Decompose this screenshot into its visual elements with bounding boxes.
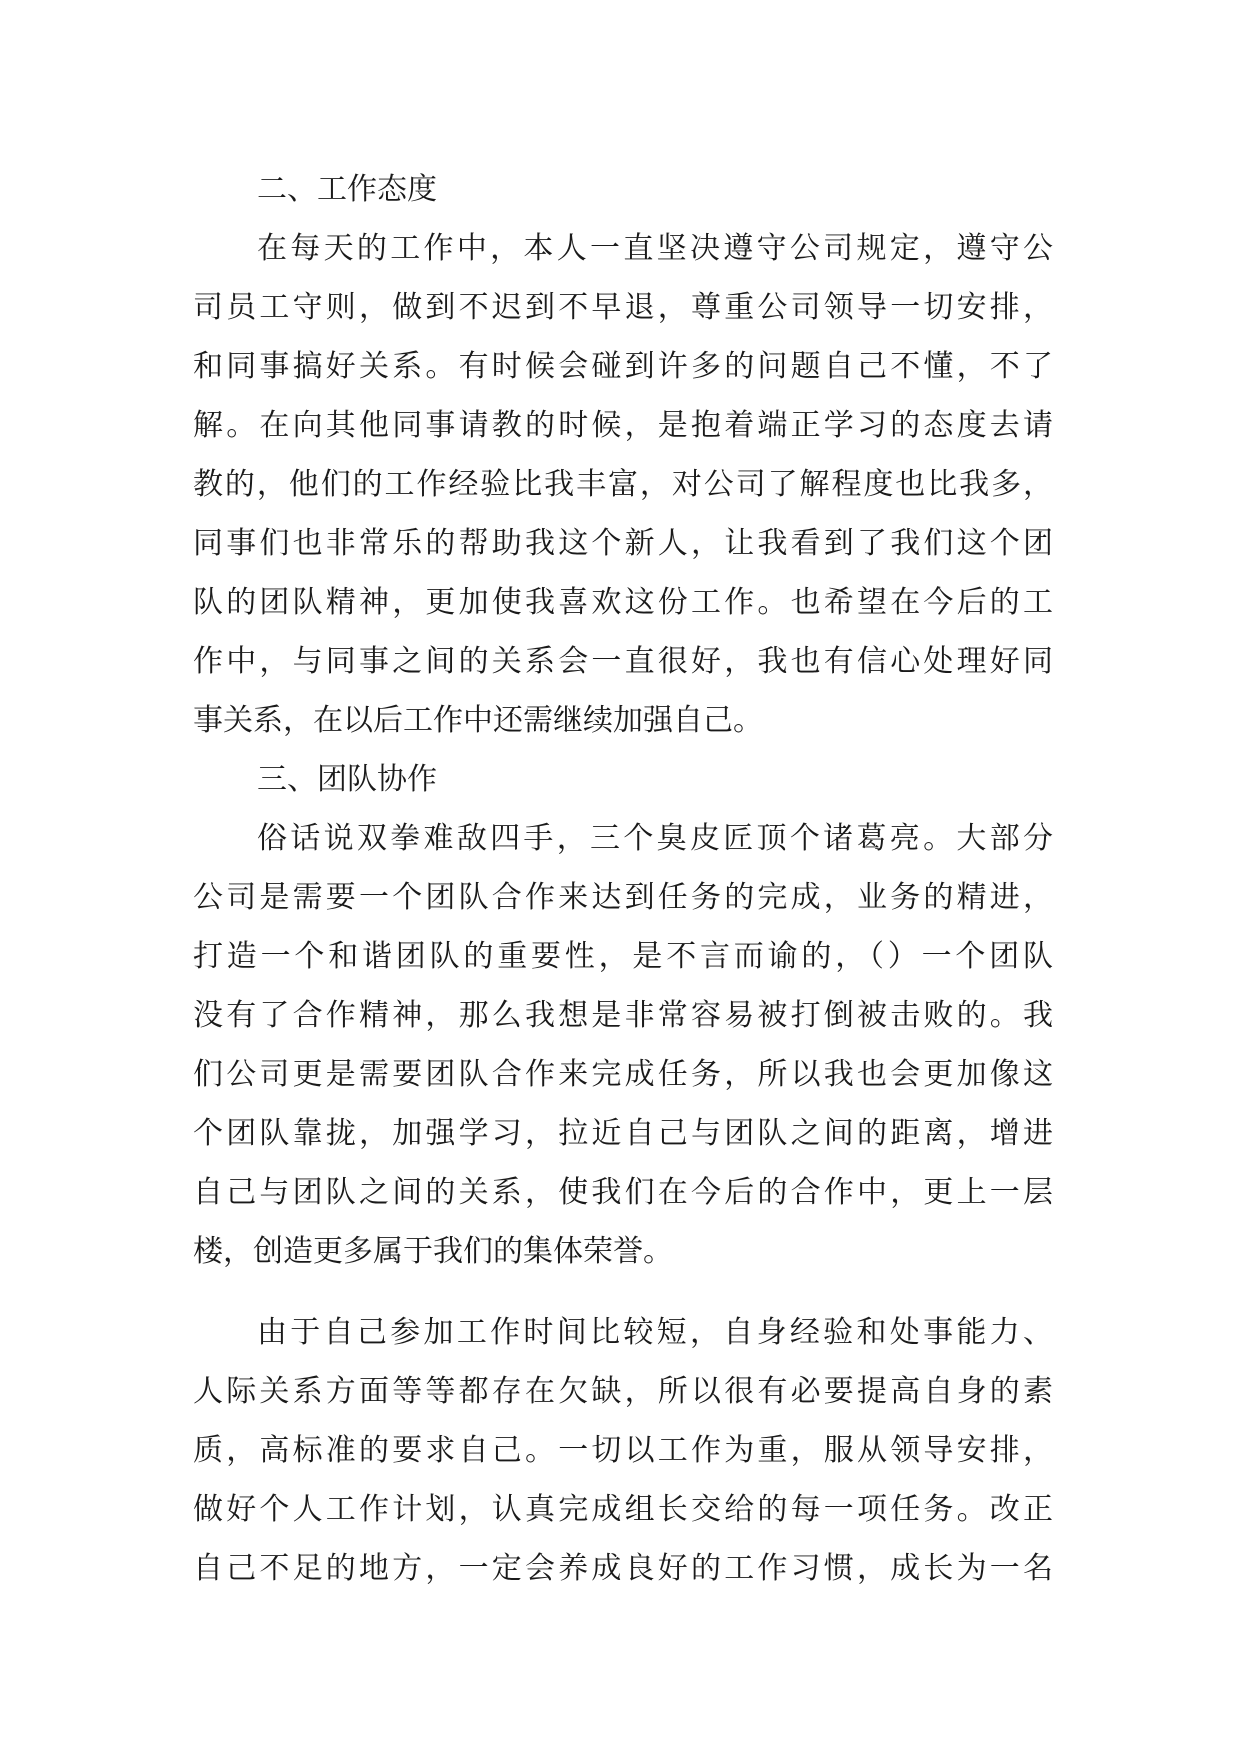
paragraph-line: 解。在向其他同事请教的时候，是抱着端正学习的态度去请: [193, 408, 1053, 443]
paragraph-line: 公司是需要一个团队合作来达到任务的完成，业务的精进，: [193, 880, 1053, 915]
paragraph-line: 个团队靠拢，加强学习，拉近自己与团队之间的距离，增进: [193, 1116, 1053, 1151]
paragraph-line: 打造一个和谐团队的重要性，是不言而谕的，（）一个团队: [193, 939, 1053, 974]
paragraph-line: 质，高标准的要求自己。一切以工作为重，服从领导安排，: [193, 1433, 1053, 1468]
paragraph-line: 队的团队精神，更加使我喜欢这份工作。也希望在今后的工: [193, 585, 1053, 620]
paragraph-line: 作中，与同事之间的关系会一直很好，我也有信心处理好同: [193, 644, 1053, 679]
paragraph-line: 同事们也非常乐的帮助我这个新人，让我看到了我们这个团: [193, 526, 1053, 561]
paragraph-gap: [193, 1281, 1053, 1303]
paragraph-line: 楼，创造更多属于我们的集体荣誉。: [193, 1234, 673, 1269]
paragraph-line: 教的，他们的工作经验比我丰富，对公司了解程度也比我多，: [193, 467, 1053, 502]
paragraph-line: 自己不足的地方，一定会养成良好的工作习惯，成长为一名: [193, 1551, 1053, 1586]
section-heading-work-attitude: 二、工作态度: [257, 172, 437, 207]
paragraph-line: 人际关系方面等等都存在欠缺，所以很有必要提高自身的素: [193, 1374, 1053, 1409]
paragraph-line: 由于自己参加工作时间比较短，自身经验和处事能力、: [257, 1315, 1053, 1350]
paragraph-line: 们公司更是需要团队合作来完成任务，所以我也会更加像这: [193, 1057, 1053, 1092]
paragraph-line: 事关系，在以后工作中还需继续加强自己。: [193, 703, 763, 738]
paragraph-line: 自己与团队之间的关系，使我们在今后的合作中，更上一层: [193, 1175, 1053, 1210]
paragraph-line: 没有了合作精神，那么我想是非常容易被打倒被击败的。我: [193, 998, 1053, 1033]
document-body: [193, 160, 1053, 1598]
paragraph-line: 做好个人工作计划，认真完成组长交给的每一项任务。改正: [193, 1492, 1053, 1527]
paragraph-line: 俗话说双拳难敌四手，三个臭皮匠顶个诸葛亮。大部分: [257, 821, 1053, 856]
paragraph-line: 司员工守则，做到不迟到不早退，尊重公司领导一切安排，: [193, 290, 1053, 325]
paragraph-line: 和同事搞好关系。有时候会碰到许多的问题自己不懂，不了: [193, 349, 1053, 384]
section-heading-team-collaboration: 三、团队协作: [257, 762, 437, 797]
paragraph-line: 在每天的工作中，本人一直坚决遵守公司规定，遵守公: [257, 231, 1053, 266]
